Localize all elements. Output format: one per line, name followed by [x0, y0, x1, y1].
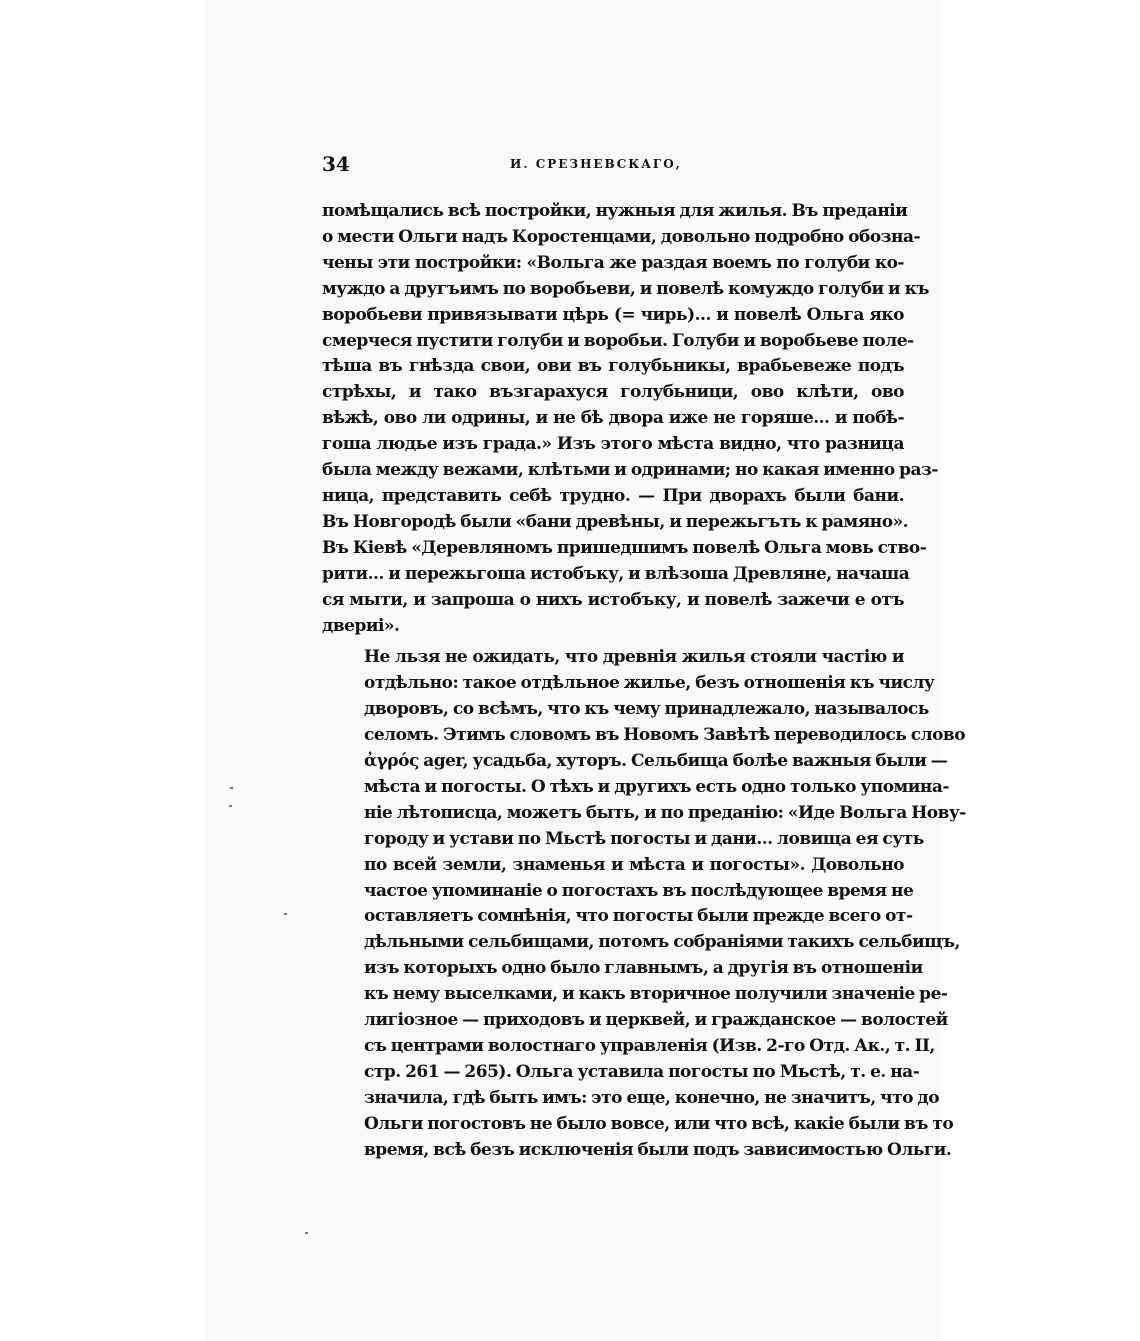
text-line: воробьеви привязывати цѣрь (= чирь)... и повелѣ Ольга яко	[322, 304, 904, 325]
text-line: время, всѣ безъ исключенія были подъ зависимостью Ольги.	[364, 1139, 952, 1160]
text-line: Въ Новгородѣ были «бани древѣны, и пережьгъть к рамяно».	[322, 511, 909, 532]
text-line: ся мыти, и запроша о нихъ истобъку, и повелѣ зажечи е отъ	[322, 589, 904, 610]
text-line: двериі».	[322, 615, 400, 636]
text-line: Ольги погостовъ не было вовсе, или что всѣ, какіе были въ то	[364, 1113, 954, 1134]
scan-speck	[229, 805, 232, 807]
text-line: тѣша въ гнѣзда свои, ови въ голубьникы, врабьевеже подъ	[322, 356, 904, 377]
text-line: стр. 261 — 265). Ольга уставила погосты по Мьстѣ, т. е. на-	[364, 1061, 920, 1082]
running-head	[322, 152, 904, 182]
text-line: дѣльными сельбищами, потомъ собраніями такихъ сельбищъ,	[364, 932, 960, 953]
paragraph-1	[322, 199, 938, 639]
text-line: значила, гдѣ быть имъ: это еще, конечно, не значитъ, что до	[364, 1087, 940, 1108]
text-line: дворовъ, со всѣмъ, что къ чему принадлежало, называлось	[364, 699, 929, 720]
text-line: ніе лѣтописца, можетъ быть, и по преданію: «Иде Вольга Нову-	[364, 802, 966, 823]
text-line: муждо а другъимъ по воробьеви, и повелѣ комуждо голуби и къ	[322, 278, 929, 299]
text-line: частое упоминаніе о погостахъ въ послѣдующее время не	[364, 880, 914, 901]
text-line: лигіозное — приходовъ и церквей, и гражданское — волостей	[364, 1010, 948, 1031]
running-title: И. СРЕЗНЕВСКАГО,	[510, 157, 682, 171]
scan-speck	[284, 913, 287, 915]
text-line: смерчеся пустити голуби и воробьи. Голуби и воробьеве поле-	[322, 330, 914, 351]
text-line: ница, представить себѣ трудно. — При дворахъ были бани.	[322, 485, 904, 506]
text-line: вѣжѣ, ово ли одрины, и не бѣ двора иже не горяше... и побѣ-	[322, 408, 904, 429]
text-line: ἀγρός ager, усадьба, хуторъ. Сельбища болѣе важныя были —	[364, 751, 948, 772]
page-number: 34	[322, 152, 350, 176]
scan-speck	[230, 787, 233, 789]
text-body	[322, 199, 966, 1164]
text-line: была между вежами, клѣтьми и одринами; но какая именно раз-	[322, 460, 938, 481]
text-line: отдѣльно: такое отдѣльное жилье, безъ отношенія къ числу	[364, 673, 935, 694]
text-line: рити... и пережьгоша истобъку, и влѣзоша Древляне, начаша	[322, 563, 910, 584]
text-line: стрѣхы, и тако възгарахуся голубьници, ово клѣти, ово	[322, 382, 904, 403]
text-line: оставляетъ сомнѣнія, что погосты были прежде всего от-	[364, 906, 913, 927]
text-line: селомъ. Этимъ словомъ въ Новомъ Завѣтѣ переводилось слово	[364, 725, 966, 746]
text-line: къ нему выселками, и какъ вторичное получили значеніе ре-	[364, 984, 948, 1005]
text-line: помѣщались всѣ постройки, нужныя для жилья. Въ преданіи	[322, 201, 908, 221]
text-line: по всей земли, знаменья и мѣста и погосты». Довольно	[364, 854, 904, 875]
text-line: гоша людье изъ града.» Изъ этого мѣста видно, что разница	[322, 434, 904, 455]
text-line: чены эти постройки: «Вольга же раздая воемъ по голуби ко-	[322, 252, 904, 273]
text-line: мѣста и погосты. О тѣхъ и другихъ есть одно только упомина-	[364, 776, 949, 797]
text-line: изъ которыхъ одно было главнымъ, а другія въ отношеніи	[364, 958, 923, 979]
text-line: городу и устави по Мьстѣ погосты и дани... ловища ея суть	[364, 828, 924, 849]
text-line: съ центрами волостнаго управленія (Изв. 2-го Отд. Ак., т. II,	[364, 1036, 935, 1056]
text-line: о мести Ольги надъ Коростенцами, довольно подробно обозна-	[322, 226, 921, 247]
text-line: Не льзя не ожидать, что древнія жилья стояли частію и	[364, 647, 904, 668]
text-line: Въ Кіевѣ «Деревляномъ пришедшимъ повелѣ Ольга мовь ство-	[322, 537, 927, 558]
scan-speck	[305, 1232, 308, 1234]
paragraph-2	[322, 645, 966, 1163]
